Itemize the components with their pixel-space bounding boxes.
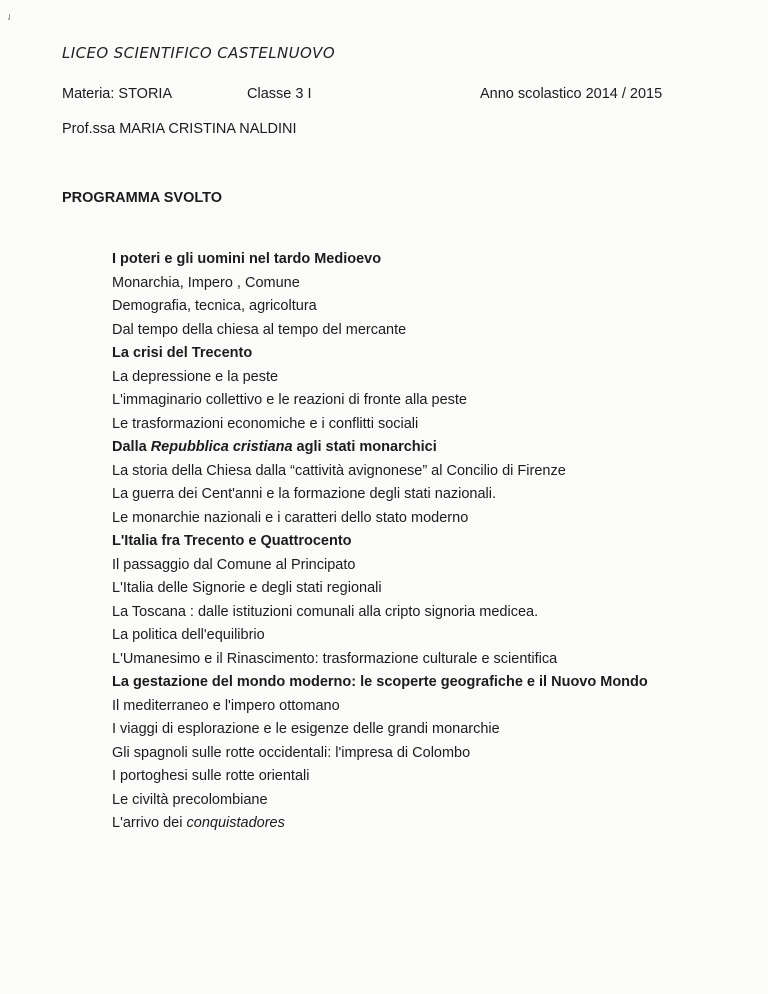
section-title-prefix: Dalla bbox=[112, 439, 151, 455]
list-item: I viaggi di esplorazione e le esigenze delle grandi monarchie bbox=[112, 721, 500, 737]
list-item: Le civiltà precolombiane bbox=[112, 791, 268, 808]
list-item: Le trasformazioni economiche e i conflitti sociali bbox=[112, 415, 419, 432]
list-item: I portoghesi sulle rotte orientali bbox=[112, 768, 310, 784]
list-item: Demografia, tecnica, agricoltura bbox=[112, 298, 317, 314]
program-list bbox=[112, 249, 752, 837]
section-title bbox=[112, 437, 752, 461]
section-title: La crisi del Trecento bbox=[112, 345, 253, 361]
corner-mark: ✓ bbox=[3, 10, 16, 24]
list-item: La storia della Chiesa dalla “cattività avignonese” al Concilio di Firenze bbox=[112, 462, 566, 479]
list-item: Monarchia, Impero , Comune bbox=[112, 274, 300, 291]
list-item: La Toscana : dalle istituzioni comunali alla cripto signoria medicea. bbox=[112, 603, 539, 620]
page-title: PROGRAMMA SVOLTO bbox=[62, 190, 223, 206]
list-item: L'Italia delle Signorie e degli stati regionali bbox=[112, 580, 382, 596]
list-item: Il passaggio dal Comune al Principato bbox=[112, 556, 356, 573]
section-title-emphasis: Repubblica cristiana bbox=[150, 439, 293, 455]
section-title-suffix: agli stati monarchici bbox=[292, 439, 437, 455]
list-item: L'Umanesimo e il Rinascimento: trasformazione culturale e scientifica bbox=[112, 650, 558, 667]
section-title: La gestazione del mondo moderno: le scoperte geografiche e il Nuovo Mondo bbox=[112, 674, 648, 690]
class-label: Classe 3 I bbox=[247, 86, 312, 102]
subject-label: Materia: STORIA bbox=[62, 86, 173, 102]
list-item: Il mediterraneo e l'impero ottomano bbox=[112, 697, 340, 714]
list-item-prefix: L'arrivo dei bbox=[112, 815, 187, 831]
list-item: La politica dell'equilibrio bbox=[112, 627, 265, 643]
list-item: L'immaginario collettivo e le reazioni di fronte alla peste bbox=[112, 392, 467, 408]
list-item: Gli spagnoli sulle rotte occidentali: l'impresa di Colombo bbox=[112, 744, 471, 761]
list-item bbox=[112, 813, 752, 837]
list-item-emphasis: conquistadores bbox=[186, 815, 285, 831]
list-item: Dal tempo della chiesa al tempo del mercante bbox=[112, 321, 407, 338]
list-item: La depressione e la peste bbox=[112, 368, 279, 385]
teacher-name: Prof.ssa MARIA CRISTINA NALDINI bbox=[62, 121, 297, 137]
school-name: LICEO SCIENTIFICO CASTELNUOVO bbox=[62, 44, 336, 62]
list-item: La guerra dei Cent'anni e la formazione degli stati nazionali. bbox=[112, 486, 497, 502]
section-title: L'Italia fra Trecento e Quattrocento bbox=[112, 533, 352, 549]
school-year-label: Anno scolastico 2014 / 2015 bbox=[480, 86, 663, 102]
list-item: Le monarchie nazionali e i caratteri dello stato moderno bbox=[112, 509, 469, 526]
section-title: I poteri e gli uomini nel tardo Medioevo bbox=[112, 251, 382, 267]
